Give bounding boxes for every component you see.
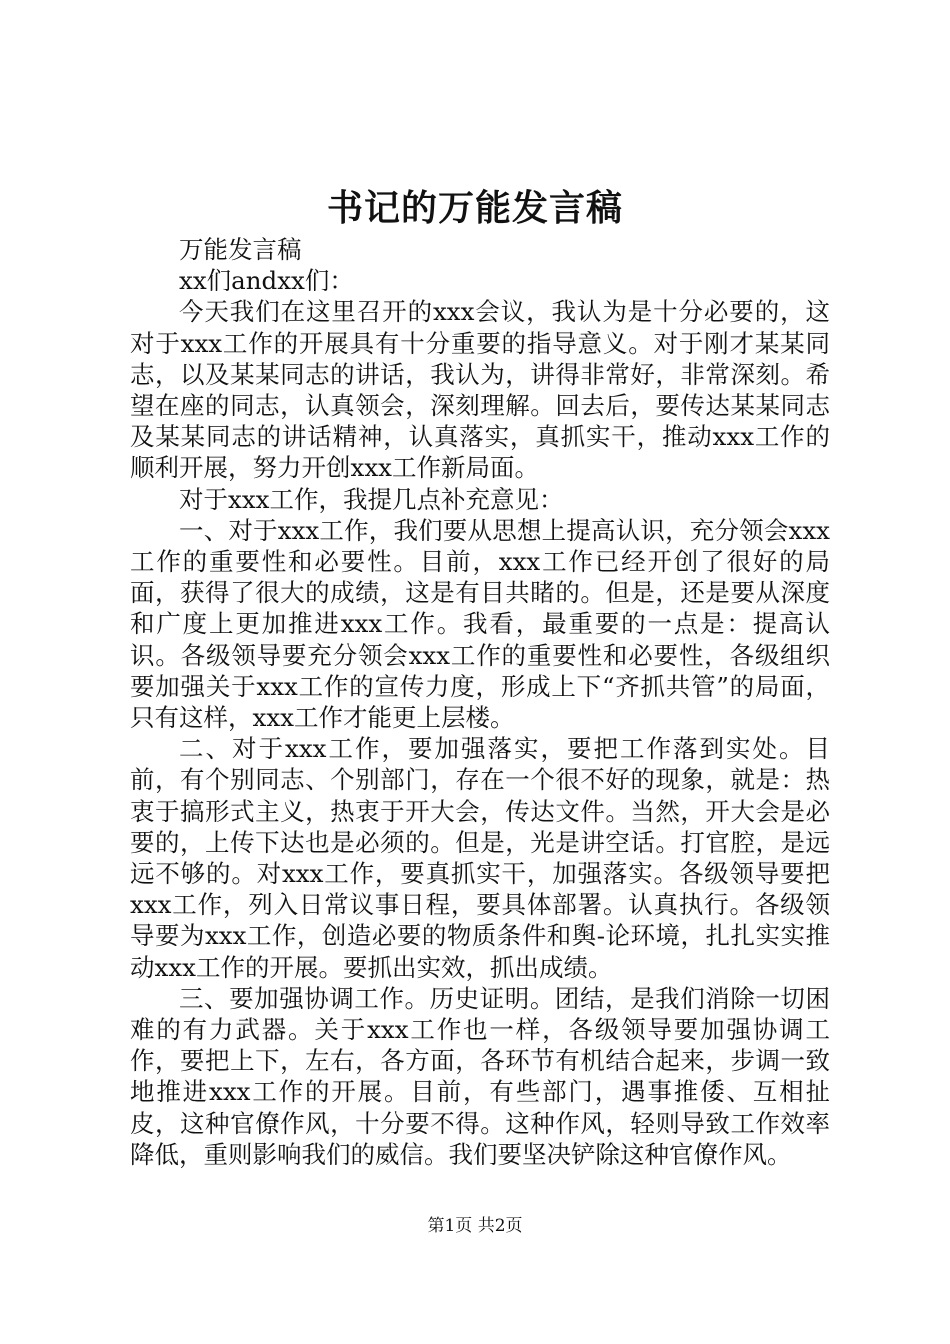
document-body xyxy=(130,234,830,1170)
paragraph-point-3: 三、要加强协调工作。历史证明。团结，是我们消除一切困难的有力武器。关于xxx工作也一样，各级领导要加强协调工作，要把上下，左右，各方面，各环节有机结合起来，步调一致地推进xxx工作的开展。目前，有些部门，遇事推倭、互相扯皮，这种官僚作风，十分要不得。这种作风，轻则导致工作效率降低，重则影响我们的威信。我们要坚决铲除这种官僚作风。 xyxy=(130,983,830,1169)
paragraph-intro: 今天我们在这里召开的xxx会议，我认为是十分必要的，这对于xxx工作的开展具有十分重要的指导意义。对于刚才某某同志，以及某某同志的讲话，我认为，讲得非常好，非常深刻。希望在座的同志，认真领会，深刻理解。回去后，要传达某某同志及某某同志的讲话精神，认真落实，真抓实干，推动xxx工作的顺利开展，努力开创xxx工作新局面。 xyxy=(130,297,830,483)
paragraph-lead: 对于xxx工作，我提几点补充意见： xyxy=(179,484,564,514)
document-title: 书记的万能发言稿 xyxy=(326,187,623,229)
page-footer: 第1页 共2页 xyxy=(427,1216,523,1236)
paragraph-point-1: 一、对于xxx工作，我们要从思想上提高认识，充分领会xxx工作的重要性和必要性。目前，xxx工作已经开创了很好的局面，获得了很大的成绩，这是有目共睹的。但是，还是要从深度和广度上更加推进xxx工作。我看，最重要的一点是：提高认识。各级领导要充分领会xxx工作的重要性和必要性，各级组织要加强关于xxx工作的宣传力度，形成上下“齐抓共管”的局面，只有这样，xxx工作才能更上层楼。 xyxy=(130,515,830,733)
paragraph-heading: 万能发言稿 xyxy=(179,235,302,264)
paragraph-point-2: 二、对于xxx工作，要加强落实，要把工作落到实处。目前，有个别同志、个别部门，存在一个很不好的现象，就是：热衷于搞形式主义，热衷于开大会，传达文件。当然，开大会是必要的，上传下达也是必须的。但是，光是讲空话。打官腔，是远远不够的。对xxx工作，要真抓实干，加强落实。各级领导要把xxx工作，列入日常议事日程，要具体部署。认真执行。各级领导要为xxx工作，创造必要的物质条件和舆-论环境，扎扎实实推动xxx工作的开展。要抓出实效，抓出成绩。 xyxy=(130,734,830,982)
paragraph-salutation: xx们andxx们： xyxy=(179,266,354,296)
